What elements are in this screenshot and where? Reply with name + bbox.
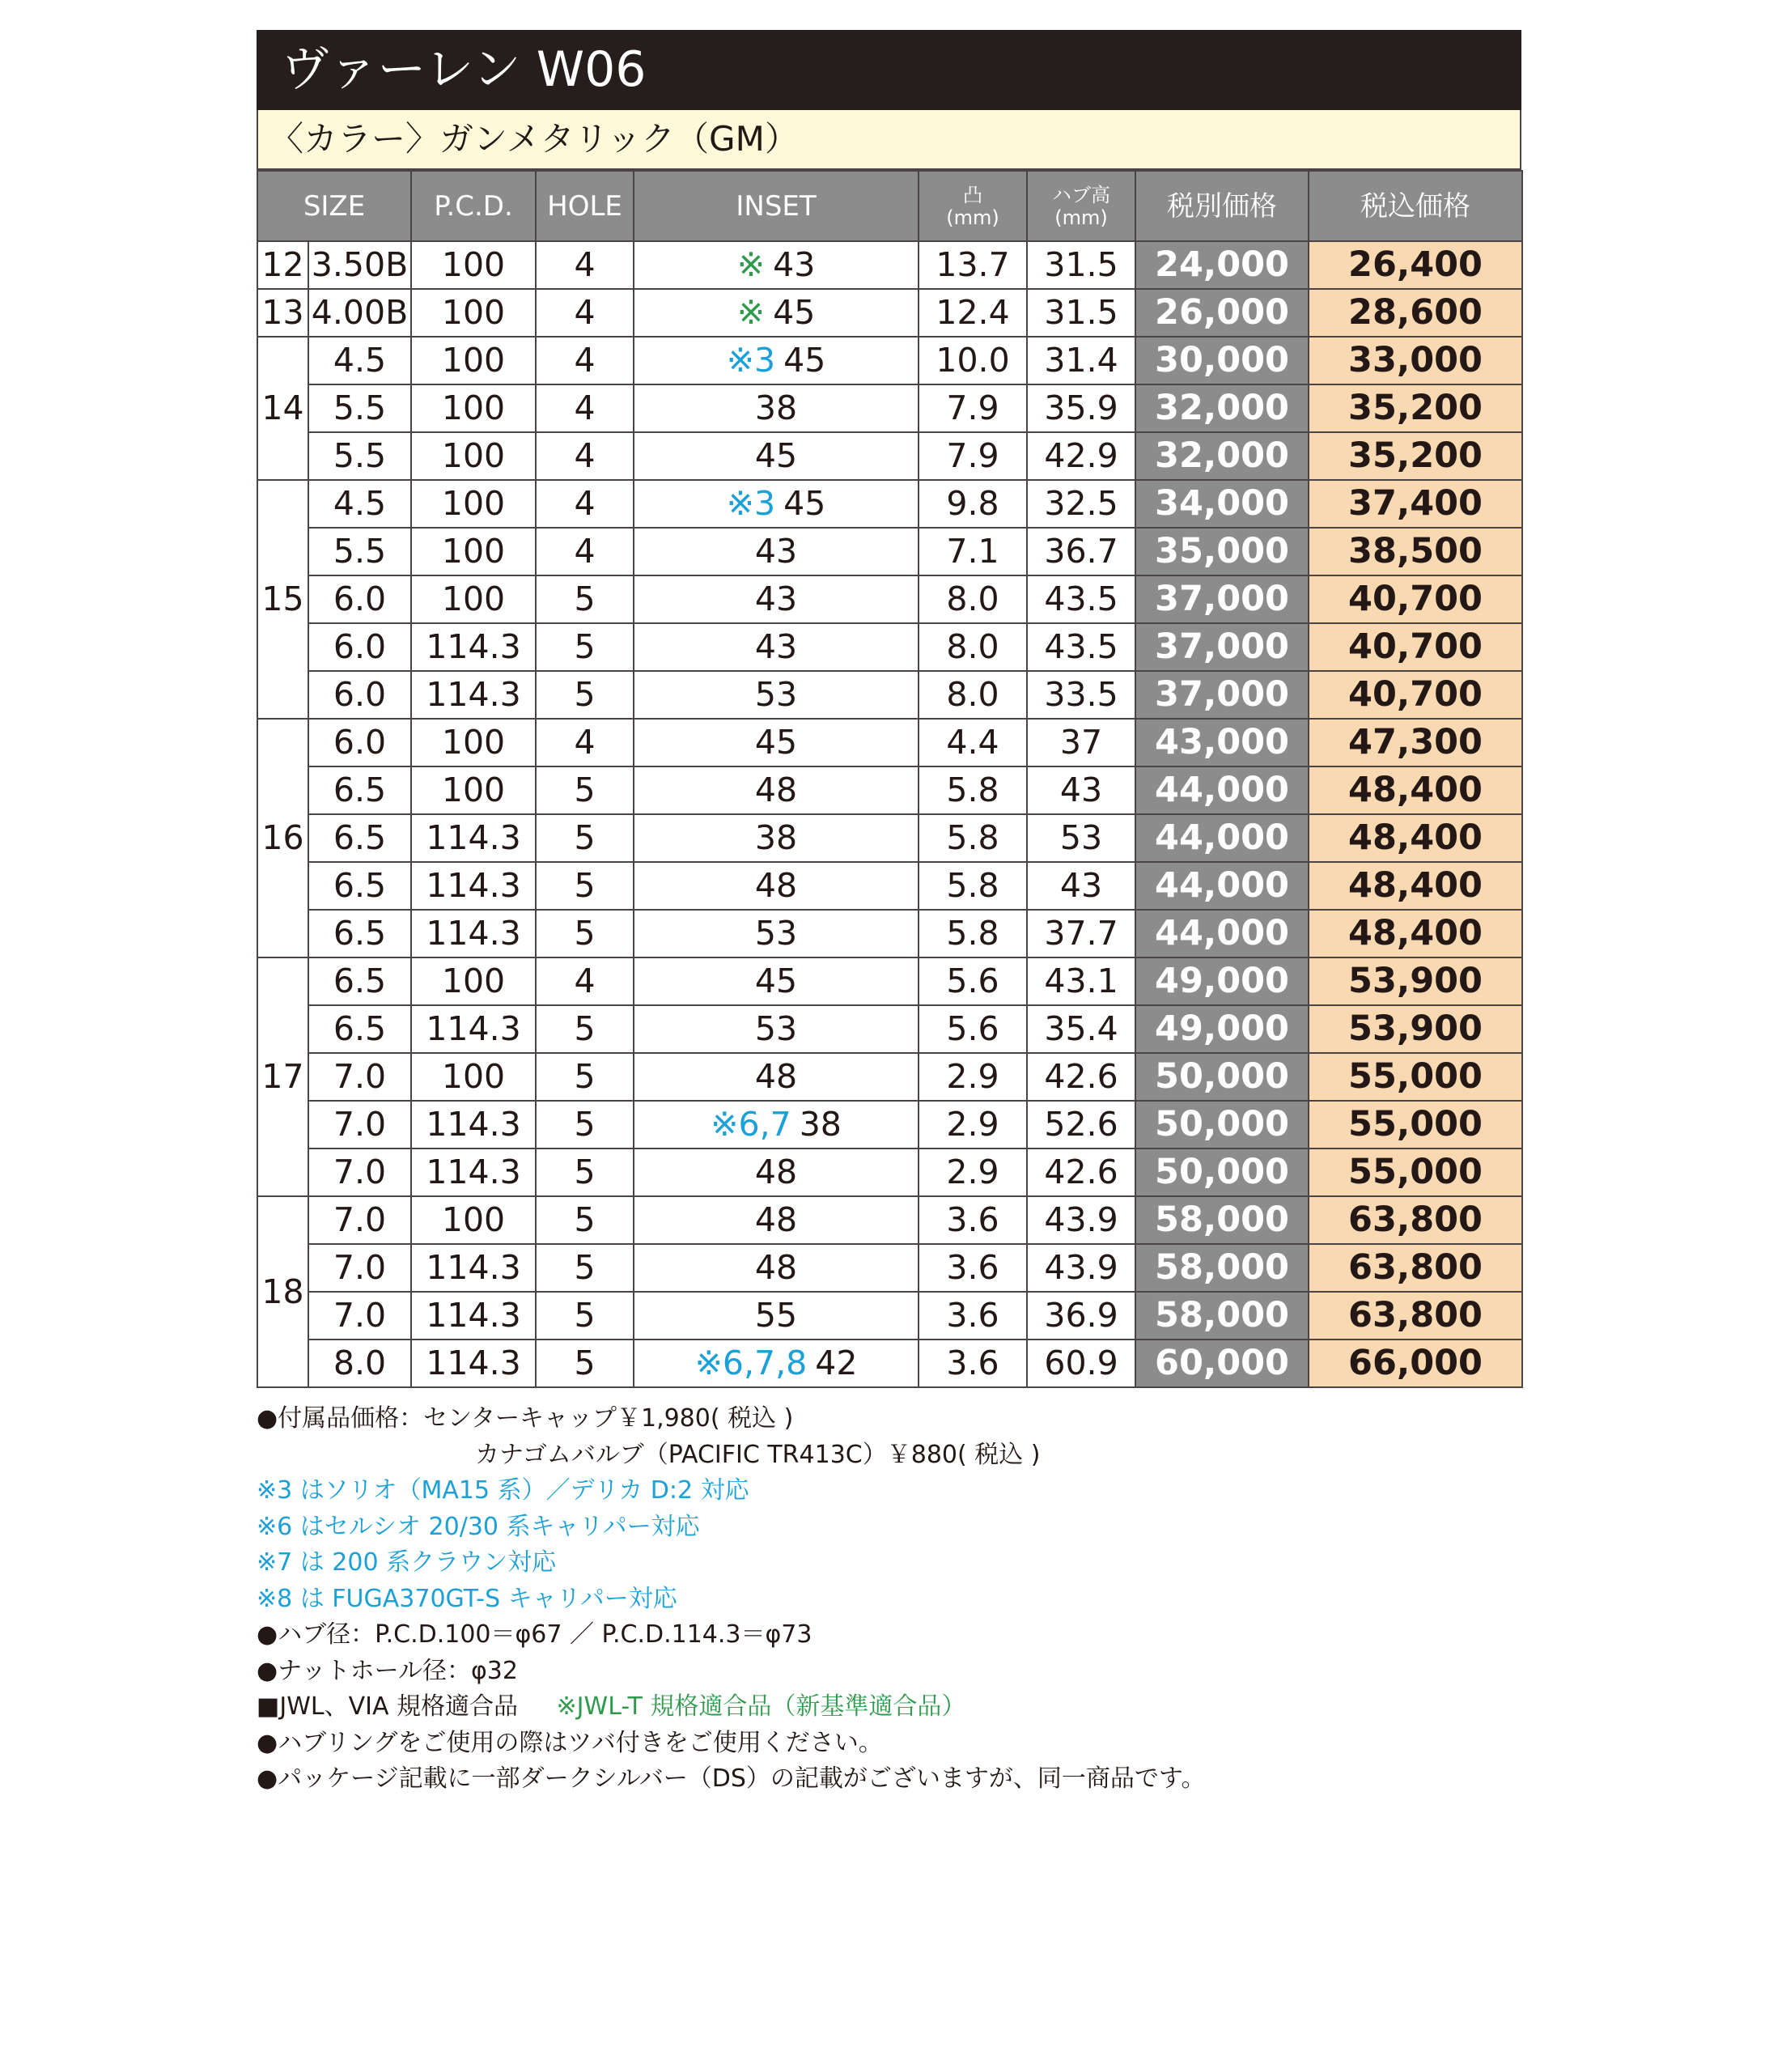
price-in-tax-cell: 53,900 bbox=[1309, 1005, 1522, 1053]
offset-cell: 2.9 bbox=[919, 1101, 1027, 1149]
offset-cell: 12.4 bbox=[919, 289, 1027, 337]
notes bbox=[257, 1401, 1521, 1798]
hole-cell: 5 bbox=[536, 1340, 634, 1387]
pcd-cell: 100 bbox=[411, 1196, 536, 1244]
offset-cell: 3.6 bbox=[919, 1244, 1027, 1292]
offset-cell: 5.6 bbox=[919, 1005, 1027, 1053]
header-hub-label: ハブ高 bbox=[1052, 183, 1111, 206]
price-ex-tax-cell: 58,000 bbox=[1135, 1244, 1309, 1292]
hub-height-cell: 42.6 bbox=[1027, 1149, 1135, 1196]
price-ex-tax-cell: 34,000 bbox=[1135, 480, 1309, 528]
inset-cell bbox=[634, 480, 919, 528]
offset-cell: 10.0 bbox=[919, 337, 1027, 384]
price-ex-tax-cell: 37,000 bbox=[1135, 575, 1309, 623]
rim-width-cell: 6.5 bbox=[308, 957, 411, 1005]
hole-cell: 5 bbox=[536, 910, 634, 957]
table-row bbox=[257, 1340, 1522, 1387]
hole-cell: 4 bbox=[536, 432, 634, 480]
note-mark-6: ※6 はセルシオ 20/30 系キャリパー対応 bbox=[257, 1512, 700, 1541]
offset-cell: 7.9 bbox=[919, 432, 1027, 480]
table-row bbox=[257, 480, 1522, 528]
hole-cell: 5 bbox=[536, 1292, 634, 1340]
table-header-row bbox=[257, 171, 1522, 241]
note-hub-bore: ●ハブ径：P.C.D.100＝φ67 ／ P.C.D.114.3＝φ73 bbox=[257, 1620, 813, 1649]
price-in-tax-cell: 26,400 bbox=[1309, 241, 1522, 289]
hub-height-cell: 43 bbox=[1027, 766, 1135, 814]
offset-cell: 3.6 bbox=[919, 1196, 1027, 1244]
table-row bbox=[257, 528, 1522, 575]
inset-cell bbox=[634, 384, 919, 432]
price-in-tax-cell: 35,200 bbox=[1309, 384, 1522, 432]
inset-cell bbox=[634, 528, 919, 575]
table-row bbox=[257, 337, 1522, 384]
pcd-cell: 100 bbox=[411, 289, 536, 337]
price-sheet bbox=[257, 30, 1521, 1798]
table-row bbox=[257, 671, 1522, 719]
table-row bbox=[257, 766, 1522, 814]
price-ex-tax-cell: 32,000 bbox=[1135, 384, 1309, 432]
hole-cell: 5 bbox=[536, 1101, 634, 1149]
hole-cell: 4 bbox=[536, 289, 634, 337]
note-certification bbox=[257, 1689, 1521, 1726]
hub-height-cell: 52.6 bbox=[1027, 1101, 1135, 1149]
inset-value: 45 bbox=[773, 293, 816, 332]
pcd-cell: 100 bbox=[411, 432, 536, 480]
inset-cell bbox=[634, 957, 919, 1005]
table-row bbox=[257, 1149, 1522, 1196]
note-mark-3: ※3 はソリオ（MA15 系）／デリカ D:2 対応 bbox=[257, 1476, 749, 1505]
price-in-tax-cell: 40,700 bbox=[1309, 671, 1522, 719]
hub-height-cell: 43 bbox=[1027, 862, 1135, 910]
price-in-tax-cell: 38,500 bbox=[1309, 528, 1522, 575]
inset-note-mark: ※6,7,8 bbox=[694, 1344, 808, 1382]
pcd-cell: 100 bbox=[411, 337, 536, 384]
hub-height-cell: 31.5 bbox=[1027, 241, 1135, 289]
price-ex-tax-cell: 35,000 bbox=[1135, 528, 1309, 575]
offset-cell: 9.8 bbox=[919, 480, 1027, 528]
inset-cell bbox=[634, 337, 919, 384]
inset-cell bbox=[634, 671, 919, 719]
table-row bbox=[257, 575, 1522, 623]
inset-cell bbox=[634, 1292, 919, 1340]
hole-cell: 4 bbox=[536, 719, 634, 766]
rim-width-cell: 7.0 bbox=[308, 1101, 411, 1149]
price-in-tax-cell: 53,900 bbox=[1309, 957, 1522, 1005]
inset-value: 45 bbox=[754, 962, 798, 1000]
price-ex-tax-cell: 50,000 bbox=[1135, 1149, 1309, 1196]
hub-height-cell: 53 bbox=[1027, 814, 1135, 862]
header-price-ex-tax: 税別価格 bbox=[1135, 171, 1309, 241]
rim-diameter-cell: 16 bbox=[257, 719, 308, 957]
table-row bbox=[257, 719, 1522, 766]
inset-value: 53 bbox=[754, 914, 798, 953]
hole-cell: 5 bbox=[536, 766, 634, 814]
price-ex-tax-cell: 44,000 bbox=[1135, 814, 1309, 862]
rim-width-cell: 4.5 bbox=[308, 337, 411, 384]
rim-width-cell: 5.5 bbox=[308, 384, 411, 432]
note-valve-price: カナゴムバルブ（PACIFIC TR413C）￥880( 税込 ) bbox=[475, 1440, 1041, 1469]
offset-cell: 3.6 bbox=[919, 1292, 1027, 1340]
price-ex-tax-cell: 44,000 bbox=[1135, 910, 1309, 957]
price-in-tax-cell: 40,700 bbox=[1309, 575, 1522, 623]
hub-height-cell: 32.5 bbox=[1027, 480, 1135, 528]
pcd-cell: 100 bbox=[411, 766, 536, 814]
pcd-cell: 114.3 bbox=[411, 862, 536, 910]
inset-note-mark: ※ bbox=[736, 245, 766, 284]
header-price-in-tax: 税込価格 bbox=[1309, 171, 1522, 241]
price-ex-tax-cell: 32,000 bbox=[1135, 432, 1309, 480]
hole-cell: 5 bbox=[536, 814, 634, 862]
hub-height-cell: 31.5 bbox=[1027, 289, 1135, 337]
product-title: ヴァーレン W06 bbox=[257, 30, 1521, 110]
inset-cell bbox=[634, 432, 919, 480]
price-ex-tax-cell: 30,000 bbox=[1135, 337, 1309, 384]
table-row bbox=[257, 384, 1522, 432]
inset-cell bbox=[634, 1244, 919, 1292]
note-mark-7: ※7 は 200 系クラウン対応 bbox=[257, 1548, 557, 1577]
table-row bbox=[257, 862, 1522, 910]
pcd-cell: 114.3 bbox=[411, 1101, 536, 1149]
hub-height-cell: 43.9 bbox=[1027, 1196, 1135, 1244]
rim-diameter-cell: 13 bbox=[257, 289, 308, 337]
price-in-tax-cell: 40,700 bbox=[1309, 623, 1522, 671]
inset-cell bbox=[634, 1005, 919, 1053]
price-ex-tax-cell: 44,000 bbox=[1135, 766, 1309, 814]
offset-cell: 8.0 bbox=[919, 575, 1027, 623]
rim-width-cell: 3.50B bbox=[308, 241, 411, 289]
price-in-tax-cell: 48,400 bbox=[1309, 766, 1522, 814]
note-package: ●パッケージ記載に一部ダークシルバー（DS）の記載がございますが、同一商品です。 bbox=[257, 1764, 1206, 1793]
header-hub-height bbox=[1027, 171, 1135, 241]
pcd-cell: 100 bbox=[411, 528, 536, 575]
price-ex-tax-cell: 50,000 bbox=[1135, 1053, 1309, 1101]
rim-diameter-cell: 18 bbox=[257, 1196, 308, 1387]
inset-value: 48 bbox=[754, 866, 798, 905]
inset-value: 38 bbox=[799, 1105, 842, 1144]
pcd-cell: 114.3 bbox=[411, 1149, 536, 1196]
hub-height-cell: 35.9 bbox=[1027, 384, 1135, 432]
rim-width-cell: 4.5 bbox=[308, 480, 411, 528]
pcd-cell: 100 bbox=[411, 957, 536, 1005]
hole-cell: 5 bbox=[536, 671, 634, 719]
header-pcd: P.C.D. bbox=[411, 171, 536, 241]
rim-width-cell: 6.5 bbox=[308, 910, 411, 957]
offset-cell: 7.9 bbox=[919, 384, 1027, 432]
offset-cell: 13.7 bbox=[919, 241, 1027, 289]
pcd-cell: 114.3 bbox=[411, 671, 536, 719]
rim-width-cell: 8.0 bbox=[308, 1340, 411, 1387]
offset-cell: 5.8 bbox=[919, 766, 1027, 814]
rim-width-cell: 6.5 bbox=[308, 814, 411, 862]
inset-note-mark: ※6,7 bbox=[711, 1105, 791, 1144]
inset-cell bbox=[634, 1149, 919, 1196]
header-size: SIZE bbox=[257, 171, 411, 241]
note-jwl: ■JWL、VIA 規格適合品 bbox=[257, 1692, 518, 1721]
inset-value: 43 bbox=[754, 532, 798, 571]
inset-value: 48 bbox=[754, 1248, 798, 1287]
hub-height-cell: 60.9 bbox=[1027, 1340, 1135, 1387]
hole-cell: 5 bbox=[536, 1053, 634, 1101]
table-row bbox=[257, 1244, 1522, 1292]
price-ex-tax-cell: 37,000 bbox=[1135, 623, 1309, 671]
table-row bbox=[257, 1196, 1522, 1244]
price-in-tax-cell: 63,800 bbox=[1309, 1244, 1522, 1292]
inset-cell bbox=[634, 289, 919, 337]
hub-height-cell: 35.4 bbox=[1027, 1005, 1135, 1053]
offset-cell: 8.0 bbox=[919, 671, 1027, 719]
rim-width-cell: 6.0 bbox=[308, 575, 411, 623]
rim-diameter-cell: 15 bbox=[257, 480, 308, 719]
spec-table bbox=[257, 170, 1523, 1388]
rim-width-cell: 6.5 bbox=[308, 1005, 411, 1053]
table-row bbox=[257, 910, 1522, 957]
rim-width-cell: 6.5 bbox=[308, 862, 411, 910]
inset-cell bbox=[634, 241, 919, 289]
pcd-cell: 114.3 bbox=[411, 1005, 536, 1053]
hole-cell: 5 bbox=[536, 623, 634, 671]
hub-height-cell: 36.9 bbox=[1027, 1292, 1135, 1340]
hub-height-cell: 43.5 bbox=[1027, 575, 1135, 623]
inset-value: 48 bbox=[754, 1153, 798, 1191]
inset-value: 38 bbox=[754, 388, 798, 427]
price-ex-tax-cell: 43,000 bbox=[1135, 719, 1309, 766]
price-in-tax-cell: 35,200 bbox=[1309, 432, 1522, 480]
header-offset-label: 凸 bbox=[963, 183, 983, 206]
header-hub-unit: (mm) bbox=[1054, 206, 1108, 229]
inset-value: 48 bbox=[754, 1057, 798, 1096]
offset-cell: 2.9 bbox=[919, 1053, 1027, 1101]
inset-cell bbox=[634, 910, 919, 957]
price-in-tax-cell: 28,600 bbox=[1309, 289, 1522, 337]
inset-value: 42 bbox=[815, 1344, 858, 1382]
hub-height-cell: 43.5 bbox=[1027, 623, 1135, 671]
rim-width-cell: 7.0 bbox=[308, 1196, 411, 1244]
price-in-tax-cell: 63,800 bbox=[1309, 1196, 1522, 1244]
rim-width-cell: 6.5 bbox=[308, 766, 411, 814]
offset-cell: 5.8 bbox=[919, 862, 1027, 910]
inset-value: 43 bbox=[754, 627, 798, 666]
note-jwlt: ※JWL-T 規格適合品（新基準適合品） bbox=[556, 1692, 966, 1721]
hub-height-cell: 36.7 bbox=[1027, 528, 1135, 575]
inset-value: 38 bbox=[754, 818, 798, 857]
hole-cell: 4 bbox=[536, 480, 634, 528]
hole-cell: 4 bbox=[536, 384, 634, 432]
pcd-cell: 114.3 bbox=[411, 1244, 536, 1292]
price-in-tax-cell: 66,000 bbox=[1309, 1340, 1522, 1387]
hub-height-cell: 33.5 bbox=[1027, 671, 1135, 719]
price-ex-tax-cell: 58,000 bbox=[1135, 1292, 1309, 1340]
inset-value: 45 bbox=[754, 723, 798, 762]
inset-cell bbox=[634, 1053, 919, 1101]
inset-note-mark: ※3 bbox=[726, 341, 776, 380]
pcd-cell: 114.3 bbox=[411, 1340, 536, 1387]
hub-height-cell: 43.9 bbox=[1027, 1244, 1135, 1292]
rim-width-cell: 5.5 bbox=[308, 432, 411, 480]
pcd-cell: 114.3 bbox=[411, 910, 536, 957]
price-in-tax-cell: 55,000 bbox=[1309, 1101, 1522, 1149]
table-row bbox=[257, 1101, 1522, 1149]
inset-value: 45 bbox=[754, 436, 798, 475]
hole-cell: 5 bbox=[536, 1244, 634, 1292]
price-ex-tax-cell: 58,000 bbox=[1135, 1196, 1309, 1244]
price-in-tax-cell: 33,000 bbox=[1309, 337, 1522, 384]
rim-width-cell: 4.00B bbox=[308, 289, 411, 337]
price-ex-tax-cell: 49,000 bbox=[1135, 1005, 1309, 1053]
hole-cell: 5 bbox=[536, 862, 634, 910]
inset-note-mark: ※3 bbox=[726, 484, 776, 523]
price-in-tax-cell: 37,400 bbox=[1309, 480, 1522, 528]
pcd-cell: 100 bbox=[411, 480, 536, 528]
price-in-tax-cell: 48,400 bbox=[1309, 862, 1522, 910]
price-ex-tax-cell: 44,000 bbox=[1135, 862, 1309, 910]
price-ex-tax-cell: 50,000 bbox=[1135, 1101, 1309, 1149]
table-row bbox=[257, 1292, 1522, 1340]
inset-cell bbox=[634, 862, 919, 910]
table-row bbox=[257, 432, 1522, 480]
hole-cell: 4 bbox=[536, 241, 634, 289]
price-ex-tax-cell: 37,000 bbox=[1135, 671, 1309, 719]
price-ex-tax-cell: 24,000 bbox=[1135, 241, 1309, 289]
pcd-cell: 100 bbox=[411, 241, 536, 289]
rim-diameter-cell: 14 bbox=[257, 337, 308, 480]
inset-value: 45 bbox=[783, 484, 826, 523]
hole-cell: 4 bbox=[536, 957, 634, 1005]
inset-value: 43 bbox=[773, 245, 816, 284]
hole-cell: 5 bbox=[536, 1149, 634, 1196]
hole-cell: 5 bbox=[536, 575, 634, 623]
hub-height-cell: 42.9 bbox=[1027, 432, 1135, 480]
pcd-cell: 100 bbox=[411, 575, 536, 623]
header-inset: INSET bbox=[634, 171, 919, 241]
table-row bbox=[257, 289, 1522, 337]
inset-note-mark: ※ bbox=[736, 293, 766, 332]
table-row bbox=[257, 957, 1522, 1005]
note-hub-ring: ●ハブリングをご使用の際はツバ付きをご使用ください。 bbox=[257, 1728, 883, 1757]
header-hole: HOLE bbox=[536, 171, 634, 241]
inset-value: 48 bbox=[754, 771, 798, 809]
price-ex-tax-cell: 49,000 bbox=[1135, 957, 1309, 1005]
table-row bbox=[257, 623, 1522, 671]
inset-value: 48 bbox=[754, 1200, 798, 1239]
hole-cell: 5 bbox=[536, 1005, 634, 1053]
inset-cell bbox=[634, 814, 919, 862]
offset-cell: 5.8 bbox=[919, 814, 1027, 862]
inset-cell bbox=[634, 719, 919, 766]
price-in-tax-cell: 55,000 bbox=[1309, 1053, 1522, 1101]
offset-cell: 5.6 bbox=[919, 957, 1027, 1005]
offset-cell: 8.0 bbox=[919, 623, 1027, 671]
hub-height-cell: 43.1 bbox=[1027, 957, 1135, 1005]
hole-cell: 4 bbox=[536, 528, 634, 575]
rim-width-cell: 7.0 bbox=[308, 1244, 411, 1292]
table-row bbox=[257, 241, 1522, 289]
table-row bbox=[257, 1005, 1522, 1053]
note-mark-8: ※8 は FUGA370GT-S キャリパー対応 bbox=[257, 1584, 677, 1613]
offset-cell: 5.8 bbox=[919, 910, 1027, 957]
inset-cell bbox=[634, 1101, 919, 1149]
rim-width-cell: 6.0 bbox=[308, 623, 411, 671]
inset-value: 53 bbox=[754, 675, 798, 714]
hub-height-cell: 37.7 bbox=[1027, 910, 1135, 957]
rim-diameter-cell: 17 bbox=[257, 957, 308, 1196]
price-ex-tax-cell: 60,000 bbox=[1135, 1340, 1309, 1387]
hole-cell: 5 bbox=[536, 1196, 634, 1244]
price-in-tax-cell: 55,000 bbox=[1309, 1149, 1522, 1196]
offset-cell: 4.4 bbox=[919, 719, 1027, 766]
header-offset-unit: (mm) bbox=[946, 206, 999, 229]
rim-width-cell: 7.0 bbox=[308, 1149, 411, 1196]
offset-cell: 2.9 bbox=[919, 1149, 1027, 1196]
pcd-cell: 100 bbox=[411, 384, 536, 432]
inset-cell bbox=[634, 623, 919, 671]
offset-cell: 7.1 bbox=[919, 528, 1027, 575]
pcd-cell: 114.3 bbox=[411, 1292, 536, 1340]
price-in-tax-cell: 48,400 bbox=[1309, 814, 1522, 862]
inset-value: 43 bbox=[754, 580, 798, 618]
price-ex-tax-cell: 26,000 bbox=[1135, 289, 1309, 337]
hub-height-cell: 31.4 bbox=[1027, 337, 1135, 384]
hub-height-cell: 37 bbox=[1027, 719, 1135, 766]
price-in-tax-cell: 47,300 bbox=[1309, 719, 1522, 766]
rim-width-cell: 6.0 bbox=[308, 719, 411, 766]
inset-cell bbox=[634, 1340, 919, 1387]
pcd-cell: 100 bbox=[411, 719, 536, 766]
inset-value: 45 bbox=[783, 341, 826, 380]
table-row bbox=[257, 1053, 1522, 1101]
inset-cell bbox=[634, 1196, 919, 1244]
inset-value: 55 bbox=[754, 1296, 798, 1335]
offset-cell: 3.6 bbox=[919, 1340, 1027, 1387]
inset-cell bbox=[634, 766, 919, 814]
hole-cell: 4 bbox=[536, 337, 634, 384]
rim-width-cell: 7.0 bbox=[308, 1053, 411, 1101]
hub-height-cell: 42.6 bbox=[1027, 1053, 1135, 1101]
pcd-cell: 114.3 bbox=[411, 814, 536, 862]
price-in-tax-cell: 63,800 bbox=[1309, 1292, 1522, 1340]
header-offset bbox=[919, 171, 1027, 241]
spec-table-body bbox=[257, 241, 1522, 1387]
inset-cell bbox=[634, 575, 919, 623]
table-row bbox=[257, 814, 1522, 862]
color-label: 〈カラー〉ガンメタリック（GM） bbox=[257, 110, 1521, 170]
note-nut-hole: ●ナットホール径：φ32 bbox=[257, 1656, 518, 1685]
price-in-tax-cell: 48,400 bbox=[1309, 910, 1522, 957]
pcd-cell: 114.3 bbox=[411, 623, 536, 671]
pcd-cell: 100 bbox=[411, 1053, 536, 1101]
rim-width-cell: 6.0 bbox=[308, 671, 411, 719]
rim-width-cell: 5.5 bbox=[308, 528, 411, 575]
inset-value: 53 bbox=[754, 1009, 798, 1048]
rim-width-cell: 7.0 bbox=[308, 1292, 411, 1340]
rim-diameter-cell: 12 bbox=[257, 241, 308, 289]
note-accessory-price: ●付属品価格：センターキャップ￥1,980( 税込 ) bbox=[257, 1404, 794, 1433]
